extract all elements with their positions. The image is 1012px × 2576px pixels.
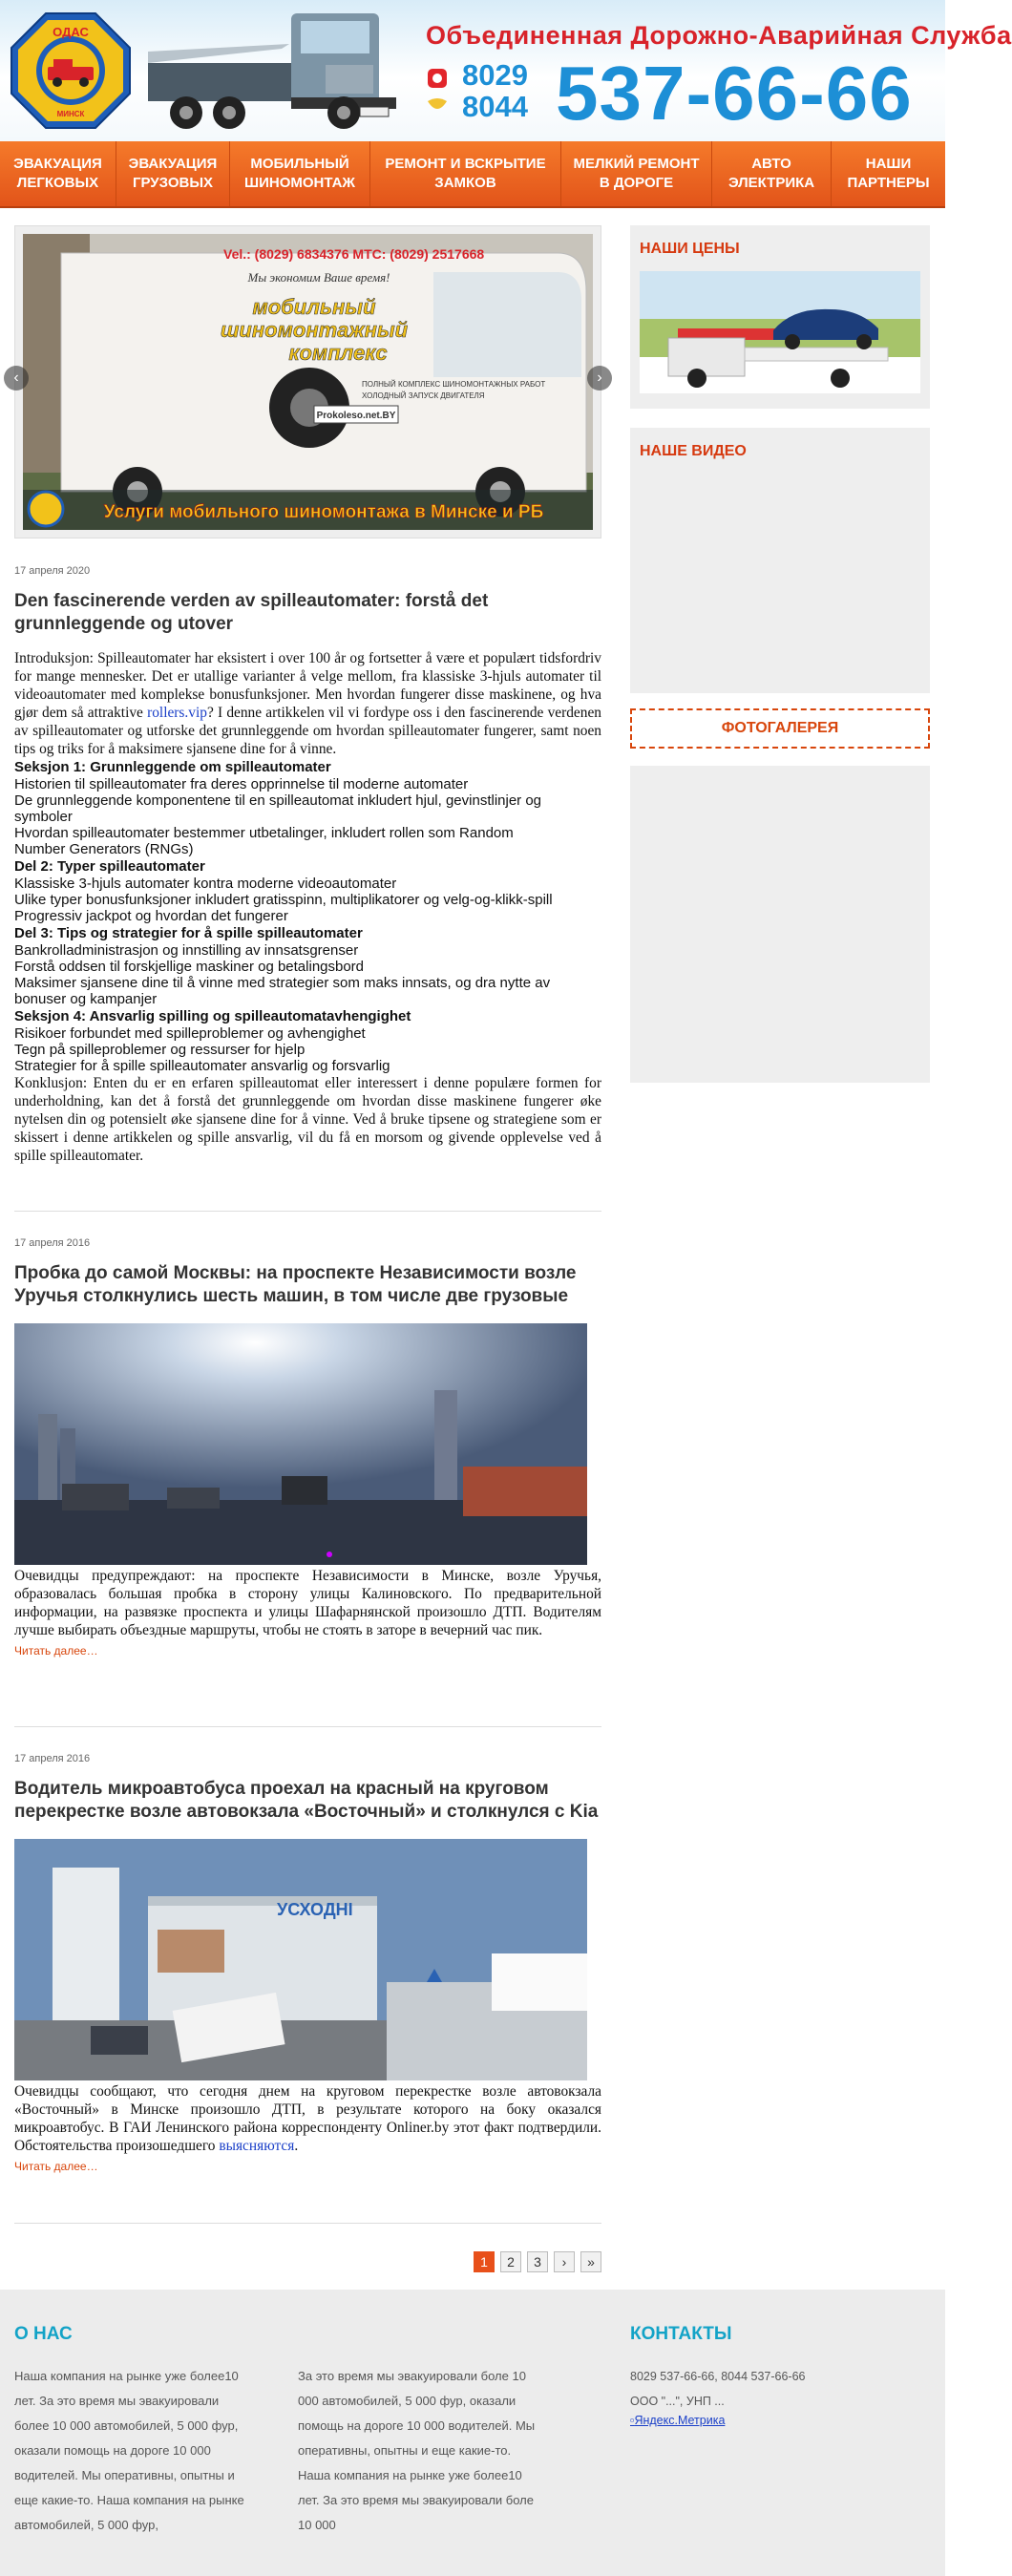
slide-title-2: шиномонтажный bbox=[220, 318, 409, 342]
odas-logo[interactable] bbox=[10, 11, 132, 130]
broken-image-icon: ▫ bbox=[630, 2414, 635, 2427]
logo-bottom-text: МИНСК bbox=[56, 110, 85, 118]
read-more-link[interactable]: Читать далее… bbox=[14, 1644, 98, 1658]
main-content bbox=[13, 225, 602, 2270]
section-heading: Seksjon 1: Grunnleggende om spilleautomater bbox=[14, 759, 331, 775]
slider-prev-icon[interactable]: ‹ bbox=[4, 366, 29, 391]
intro-text-after: ? I denne artikkelen vil vi fordype oss i den fascinerende verdenen av spilleautomater og utforske det grunnleggende om hvordan spilleautomater fungerer, samt noen tips og triks for å maksimere sjansene dine for å vinne. bbox=[14, 705, 601, 757]
slide-list-2: ХОЛОДНЫЙ ЗАПУСК ДВИГАТЕЛЯ bbox=[362, 391, 485, 400]
list-item: De grunnleggende komponentene til en spilleautomat inkludert hjul, gevinstlinjer og symboler bbox=[14, 792, 542, 825]
post-slots-article bbox=[14, 565, 601, 1165]
operator-code-mts: 8029 bbox=[462, 58, 528, 92]
main-nav bbox=[0, 141, 945, 208]
list-item: Bankrolladministrasjon og innstilling av innsatsgrenser bbox=[14, 942, 359, 959]
post-date: 17 апреля 2020 bbox=[14, 565, 91, 577]
about-text-col2: За это время мы эвакуировали боле 10 000 автомобилей, 5 000 фур, оказали помощь на дороге 10 000 водителей. Мы оперативны, опытны и еще какие-то. Наша компания на рынке уже более10 лет. За это время мы эвакуировали боле 10 000 bbox=[298, 2369, 536, 2532]
sidebar-empty-box bbox=[630, 766, 930, 1083]
about-title: О НАС bbox=[14, 2324, 73, 2344]
page-next-button[interactable]: › bbox=[554, 2251, 575, 2272]
pagination bbox=[474, 2251, 601, 2272]
page-last-button[interactable]: » bbox=[580, 2251, 601, 2272]
traffic-jam-photo bbox=[14, 1323, 587, 1565]
operator-icons bbox=[425, 67, 450, 120]
read-more-link[interactable]: Читать далее… bbox=[14, 2160, 98, 2173]
nav-label: МОБИЛЬНЫЙ ШИНОМОНТАЖ bbox=[244, 156, 355, 191]
sidebar-video bbox=[630, 428, 930, 693]
list-item: Forstå oddsen til forskjellige maskiner og betalingsbord bbox=[14, 959, 365, 975]
contacts-block bbox=[630, 2364, 805, 2427]
nav-label: РЕМОНТ И ВСКРЫТИЕ ЗАМКОВ bbox=[385, 156, 546, 191]
clarifying-link[interactable]: выясняются bbox=[219, 2138, 295, 2154]
list-item: Tegn på spilleproblemer og ressurser for hjelp bbox=[14, 1042, 306, 1058]
slide-phones: Vel.: (8029) 6834376 МТС: (8029) 2517668 bbox=[223, 246, 485, 262]
slide-title-3: комплекс bbox=[288, 341, 388, 365]
post-body bbox=[14, 649, 601, 1165]
contact-company: ООО "...", УНП ... bbox=[630, 2395, 725, 2408]
building-sign: УСХОДНІ bbox=[277, 1900, 353, 1919]
photo-gallery-button[interactable]: ФОТОГАЛЕРЕЯ bbox=[630, 708, 930, 749]
slide-caption: Услуги мобильного шиномонтажа в Минске и РБ bbox=[103, 502, 544, 522]
list-item: Historien til spilleautomater fra deres opprinnelse til moderne automater bbox=[14, 776, 469, 792]
nav-evacuation-trucks[interactable] bbox=[116, 141, 230, 206]
operator-codes bbox=[462, 59, 528, 122]
list-item: Risikoer forbundet med spilleproblemer og avhengighet bbox=[14, 1025, 366, 1042]
sidebar-prices bbox=[630, 225, 930, 409]
list-item: Progressiv jackpot og hvordan det fungerer bbox=[14, 908, 288, 924]
site-header bbox=[0, 0, 1012, 141]
list-item: Maksimer sjansene dine til å vinne med strategier som maks innsats, og dra nytte av bonuser og kampanjer bbox=[14, 975, 551, 1007]
post-title[interactable]: Den fascinerende verden av spilleautomater: forstå det grunnleggende og utover bbox=[14, 591, 489, 634]
section-heading: Seksjon 4: Ansvarlig spilling og spilleautomatavhengighet bbox=[14, 1008, 411, 1024]
nav-evacuation-cars[interactable] bbox=[0, 141, 116, 206]
contacts-title: КОНТАКТЫ bbox=[630, 2324, 732, 2344]
intro-text: Introduksjon: Spilleautomater har eksistert i over 100 år og fortsetter å være et populært tidsfordriv for mange mennesker. Det er utallige varianter å velge mellom, fra klassiske 3-hjuls automater til videoautomater med komplekse bonusfunksjoner. Men hvordan fungerer disse maskinene, og hva gjør dem så attraktive bbox=[14, 650, 601, 721]
nav-label: ЭВАКУАЦИЯ ГРУЗОВЫХ bbox=[128, 156, 218, 191]
nav-road-repair[interactable] bbox=[561, 141, 712, 206]
nav-auto-electric[interactable] bbox=[712, 141, 832, 206]
rollers-link[interactable]: rollers.vip bbox=[147, 705, 207, 721]
post-date: 17 апреля 2016 bbox=[14, 1237, 91, 1249]
list-item: Klassiske 3-hjuls automater kontra moderne videoautomater bbox=[14, 876, 397, 892]
brand-name: Объединенная Дорожно-Аварийная Служба bbox=[426, 21, 1012, 50]
prices-title: НАШИ ЦЕНЫ bbox=[640, 241, 740, 257]
page-3-button[interactable]: 3 bbox=[527, 2251, 548, 2272]
post-conclusion: Konklusjon: Enten du er en erfaren spilleautomat eller interessert i denne populære formen for underholdning, kan det å forstå det grunnleggende om hvordan disse maskinene fungerer øke nytelsen din og potensielt øke sjansene dine for å vinne. Ved å bruke tipsene og strategiene som er skissert i denne artikkelen og spille ansvarlig, vil du få en morsom og givende opplevelse ved å spille spilleautomater. bbox=[14, 1075, 601, 1164]
minibus-crash-photo bbox=[14, 1839, 587, 2080]
post-minibus-crash bbox=[14, 1753, 601, 2173]
post-divider bbox=[14, 2223, 601, 2224]
slide-slogan: Мы экономим Ваше время! bbox=[247, 270, 390, 285]
post-title[interactable]: Водитель микроавтобуса проехал на красный на круговом перекрестке возле автовокзала «Восточный» и столкнулся с Kia bbox=[14, 1779, 599, 1822]
tow-truck-image bbox=[138, 6, 415, 137]
section-heading: Del 3: Tips og strategier for å spille spilleautomater bbox=[14, 925, 363, 941]
slide-title-1: мобильный bbox=[252, 295, 376, 319]
slide-van-image bbox=[23, 234, 593, 530]
section-heading: Del 2: Typer spilleautomater bbox=[14, 858, 205, 875]
metrika-label: Яндекс.Метрика bbox=[634, 2414, 726, 2427]
list-item: Strategier for å spille spilleautomater ansvarlig og forsvarlig bbox=[14, 1058, 390, 1074]
nav-lock-repair[interactable] bbox=[370, 141, 561, 206]
post-traffic-jam bbox=[14, 1237, 601, 1658]
slide-list-1: ПОЛНЫЙ КОМПЛЕКС ШИНОМОНТАЖНЫХ РАБОТ bbox=[362, 380, 546, 389]
prices-image[interactable] bbox=[640, 271, 920, 393]
slide-site: Prokoleso.net.BY bbox=[316, 411, 396, 421]
nav-label: АВТО ЭЛЕКТРИКА bbox=[728, 156, 815, 191]
contact-phones: 8029 537-66-66, 8044 537-66-66 bbox=[630, 2370, 806, 2383]
post-body-text: Очевидцы сообщают, что сегодня днем на круговом перекрестке возле автовокзала «Восточный» в Минске произошло ДТП, в результате которого на боку оказался микроавтобус. В ГАИ Ленинского района корреспонденту Onliner.by этот факт подтвердили. Обстоятельства произошедшего bbox=[14, 2083, 601, 2154]
post-body-end: . bbox=[294, 2138, 299, 2154]
nav-partners[interactable] bbox=[832, 141, 945, 206]
page-1-button[interactable]: 1 bbox=[474, 2251, 495, 2272]
post-title[interactable]: Пробка до самой Москвы: на проспекте Независимости возле Уручья столкнулись шесть машин, в том числе две грузовые bbox=[14, 1263, 577, 1306]
page-2-button[interactable]: 2 bbox=[500, 2251, 521, 2272]
nav-label: НАШИ ПАРТНЕРЫ bbox=[847, 156, 930, 191]
about-text-col1: Наша компания на рынке уже более10 лет. За это время мы эвакуировали более 10 000 автомобилей, 5 000 фур, оказали помощь на дороге 10 000 водителей. Мы оперативны, опытны и еще какие-то. Наша компания на рынке автомобилей, 5 000 фур, bbox=[14, 2369, 244, 2532]
post-intro bbox=[14, 649, 601, 758]
post-body bbox=[14, 2082, 601, 2155]
logo-top-text: ОДАС bbox=[53, 25, 89, 39]
image-slider bbox=[14, 225, 601, 538]
site-footer bbox=[0, 2290, 945, 2576]
post-body: Очевидцы предупреждают: на проспекте Независимости в Минске, возле Уручья, образовалась большая пробка в сторону улицы Калиновского. По предварительной информации, на развязке проспекта и улицы Шафарнянской произошло ДТП. Водителям лучше выбирать объездные маршруты, чтобы не стоять в заторе в вечерний час пик. bbox=[14, 1568, 601, 1638]
nav-label: МЕЛКИЙ РЕМОНТ В ДОРОГЕ bbox=[573, 156, 700, 191]
header-phone[interactable]: 537-66-66 bbox=[556, 51, 913, 136]
nav-label: ЭВАКУАЦИЯ ЛЕГКОВЫХ bbox=[13, 156, 102, 191]
post-date: 17 апреля 2016 bbox=[14, 1753, 91, 1764]
list-item: Hvordan spilleautomater bestemmer utbetalinger, inkludert rollen som Random Number Generators (RNGs) bbox=[14, 825, 514, 857]
post-divider bbox=[14, 1726, 601, 1727]
list-item: Ulike typer bonusfunksjoner inkludert gratisspinn, multiplikatorer og velg-og-klikk-spill bbox=[14, 892, 553, 908]
operator-code-life: 8044 bbox=[462, 90, 528, 123]
nav-mobile-tire-service[interactable] bbox=[230, 141, 370, 206]
post-divider bbox=[14, 1211, 601, 1212]
yandex-metrika-link[interactable] bbox=[630, 2414, 805, 2427]
slider-next-icon[interactable]: › bbox=[587, 366, 612, 391]
video-title: НАШЕ ВИДЕО bbox=[640, 443, 747, 459]
